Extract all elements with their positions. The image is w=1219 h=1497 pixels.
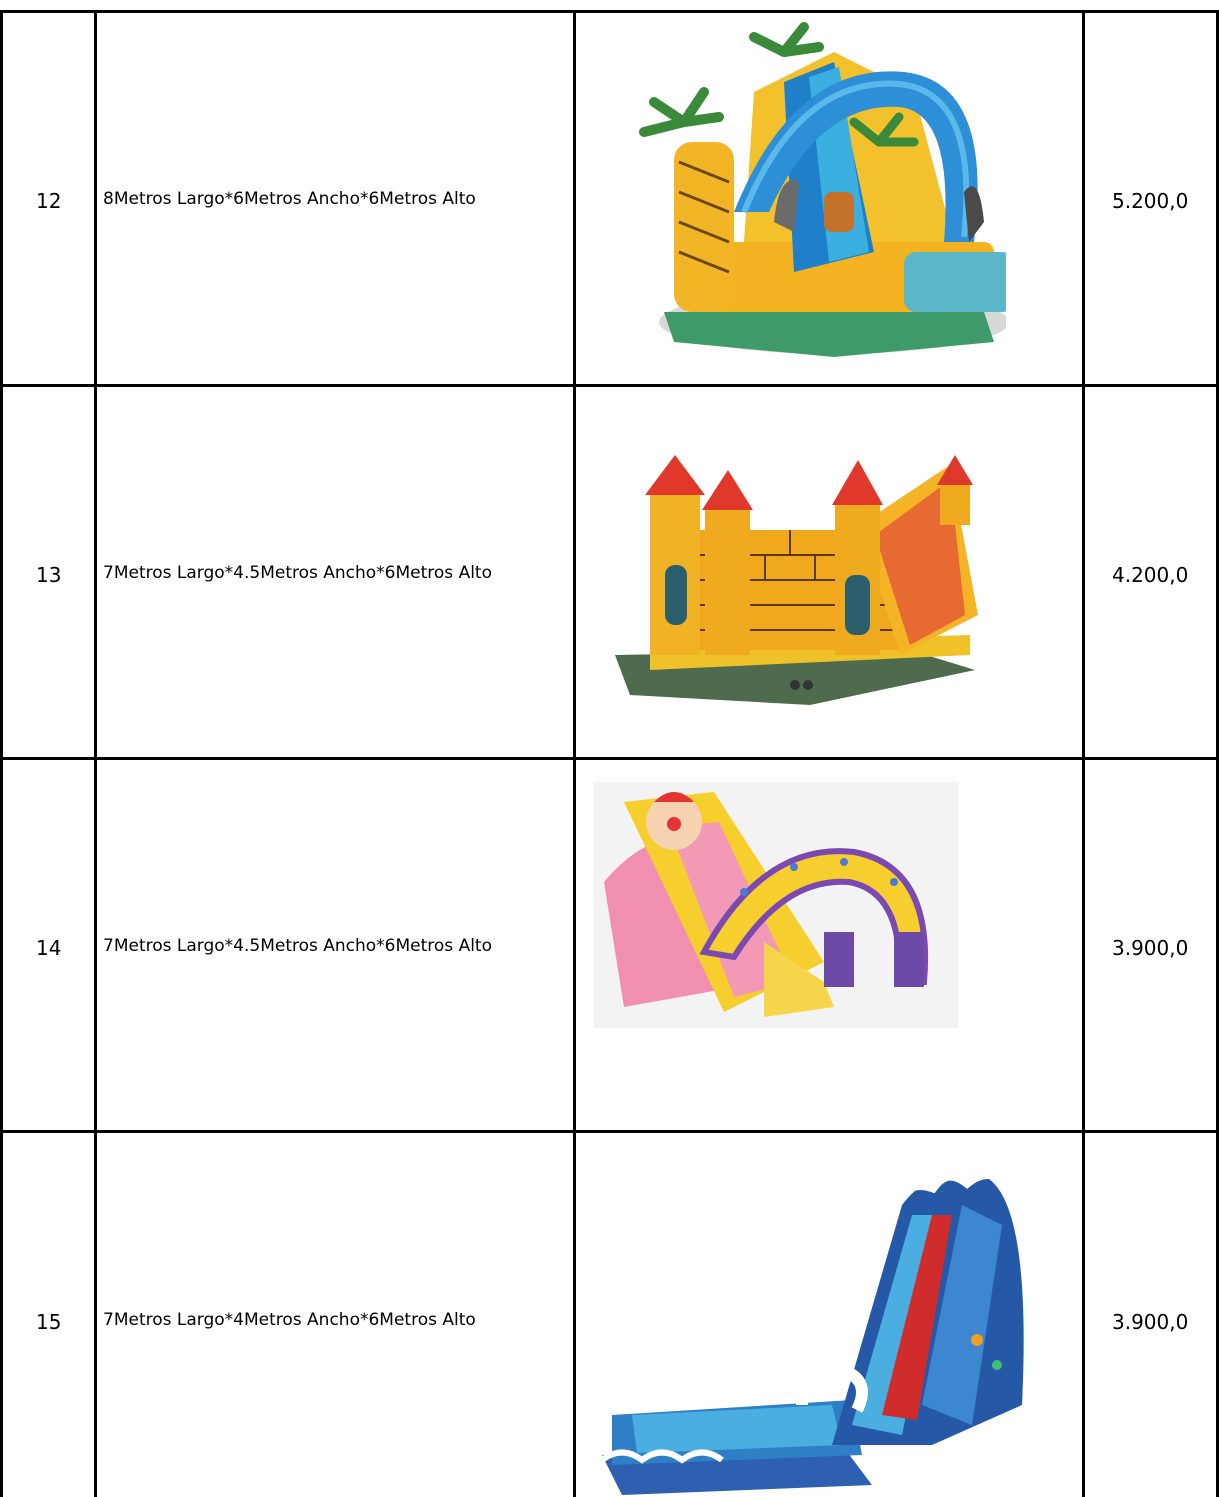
row-description: 7Metros Largo*4Metros Ancho*6Metros Alto — [103, 1310, 476, 1330]
row-divider — [0, 757, 1219, 760]
row-number: 14 — [36, 936, 62, 960]
row-number: 13 — [36, 563, 62, 587]
clown-slide-illustration — [594, 782, 958, 1028]
column-divider — [573, 10, 576, 1497]
row-divider — [0, 1130, 1219, 1133]
inflatable-image — [634, 22, 1006, 372]
column-divider — [94, 10, 97, 1497]
brick-castle-slide-illustration — [610, 455, 980, 710]
row-description: 7Metros Largo*4.5Metros Ancho*6Metros Alto — [103, 563, 492, 583]
row-description: 8Metros Largo*6Metros Ancho*6Metros Alto — [103, 189, 476, 209]
column-divider — [1082, 10, 1085, 1497]
row-price: 5.200,0 — [1112, 189, 1189, 213]
row-price: 3.900,0 — [1112, 1310, 1189, 1334]
column-divider — [0, 10, 3, 1497]
row-divider — [0, 384, 1219, 387]
row-number: 12 — [36, 189, 62, 213]
inflatable-image — [602, 1145, 1042, 1497]
row-description: 7Metros Largo*4.5Metros Ancho*6Metros Alto — [103, 936, 492, 956]
row-number: 15 — [36, 1310, 62, 1334]
inflatable-image — [610, 455, 980, 710]
tropical-dinosaur-slide-illustration — [634, 22, 1006, 372]
row-price: 3.900,0 — [1112, 936, 1189, 960]
row-price: 4.200,0 — [1112, 563, 1189, 587]
inflatable-image — [594, 782, 958, 1028]
ocean-wave-slide-illustration — [602, 1145, 1042, 1497]
table-border-top — [0, 10, 1219, 13]
